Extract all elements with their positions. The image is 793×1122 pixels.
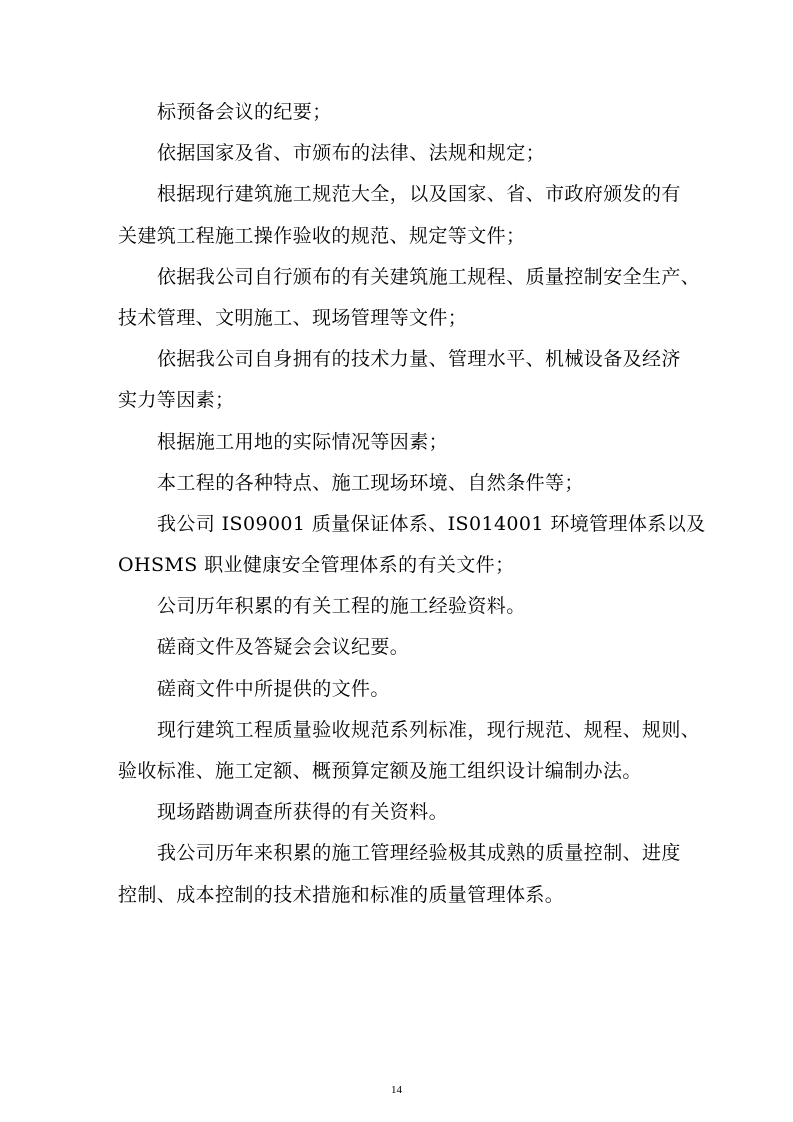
paragraph [118, 133, 678, 174]
paragraph [118, 586, 678, 627]
text-line: 依据国家及省、市颁布的法律、法规和规定； [157, 142, 546, 165]
paragraph [118, 257, 701, 339]
page-number: 14 [391, 1084, 402, 1096]
text-line: 验收标准、施工定额、概预算定额及施工组织设计编制办法。 [118, 760, 642, 782]
document-body [118, 92, 706, 916]
text-line: 技术管理、文明施工、现场管理等文件； [118, 306, 468, 329]
text-line: 依据我公司自身拥有的技术力量、管理水平、机械设备及经济 [157, 348, 681, 371]
text-line: 本工程的各种特点、施工现场环境、自然条件等； [157, 471, 584, 494]
text-line: 磋商文件中所提供的文件。 [157, 677, 390, 700]
paragraph [118, 710, 701, 792]
text-line: 现行建筑工程质量验收规范系列标准，现行规范、规程、规则、 [157, 718, 701, 741]
text-line: 磋商文件及答疑会会议纪要。 [157, 636, 410, 659]
paragraph [118, 669, 678, 710]
paragraph [118, 92, 678, 133]
paragraph [118, 627, 678, 668]
text-line: 依据我公司自行颁布的有关建筑施工规程、质量控制安全生产、 [157, 265, 701, 288]
paragraph [118, 792, 678, 833]
paragraph [118, 339, 681, 421]
text-line: 我公司 IS09001 质量保证体系、IS014001 环境管理体系以及 [157, 512, 706, 535]
text-line: 标预备会议的纪要； [157, 101, 332, 123]
text-line: 根据现行建筑施工规范大全，以及国家、省、市政府颁发的有 [157, 183, 681, 206]
paragraph [118, 422, 678, 463]
text-line: 公司历年积累的有关工程的施工经验资料。 [157, 595, 526, 618]
paragraph [118, 833, 681, 915]
text-line: 控制、成本控制的技术措施和标准的质量管理体系。 [118, 883, 565, 906]
text-line: 实力等因素； [118, 389, 235, 412]
paragraph [118, 504, 706, 586]
paragraph [118, 463, 678, 504]
text-line: 关建筑工程施工操作验收的规范、规定等文件； [118, 224, 526, 247]
paragraph [118, 174, 681, 256]
text-line: 现场踏勘调查所获得的有关资料。 [157, 801, 449, 824]
text-line: 根据施工用地的实际情况等因素； [157, 430, 449, 453]
text-line: OHSMS 职业健康安全管理体系的有关文件； [118, 554, 515, 577]
text-line: 我公司历年来积累的施工管理经验极其成熟的质量控制、进度 [157, 842, 681, 865]
